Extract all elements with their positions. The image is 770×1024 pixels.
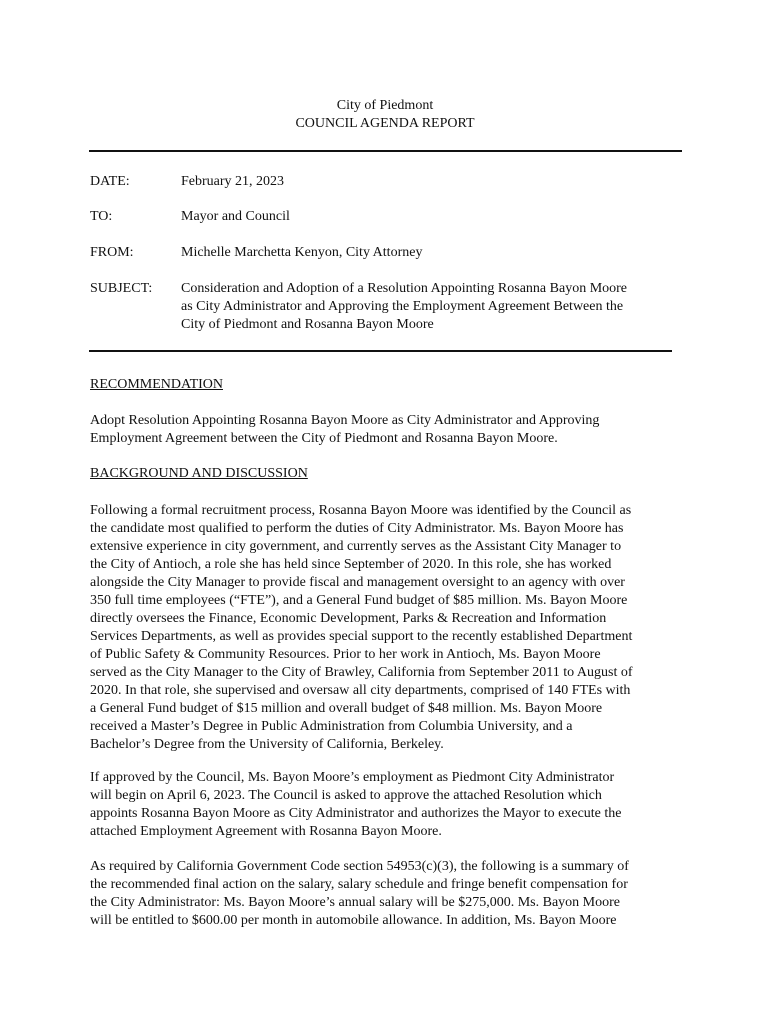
header-divider-bottom (89, 350, 672, 352)
subject-line: as City Administrator and Approving the Employment Agreement Between the (181, 299, 624, 314)
paragraph-line: appoints Rosanna Bayon Moore as City Administrator and authorizes the Mayor to execute the (90, 806, 622, 821)
subject-value (181, 280, 681, 334)
to-value: Mayor and Council (181, 209, 290, 224)
paragraph-line: extensive experience in city government, and currently serves as the Assistant City Manager to (90, 539, 622, 554)
date-label: DATE: (90, 174, 130, 189)
paragraph-line: Employment Agreement between the City of Piedmont and Rosanna Bayon Moore. (90, 431, 558, 446)
paragraph-line: directly oversees the Finance, Economic Development, Parks & Recreation and Information (90, 611, 607, 626)
paragraph-line: will be entitled to $600.00 per month in automobile allowance. In addition, Ms. Bayon Moore (90, 913, 617, 928)
from-value: Michelle Marchetta Kenyon, City Attorney (181, 245, 423, 260)
to-label: TO: (90, 209, 113, 224)
report-header (0, 97, 770, 133)
subject-line: Consideration and Adoption of a Resolution Appointing Rosanna Bayon Moore (181, 281, 628, 296)
paragraph-line: 350 full time employees (“FTE”), and a General Fund budget of $85 million. Ms. Bayon Moore (90, 593, 628, 608)
report-title: COUNCIL AGENDA REPORT (295, 116, 475, 131)
paragraph-line: the City of Antioch, a role she has held since September of 2020. In this role, she has worked (90, 557, 612, 572)
paragraph-line: a General Fund budget of $15 million and overall budget of $48 million. Ms. Bayon Moore (90, 701, 603, 716)
paragraph-line: the City Administrator: Ms. Bayon Moore’s annual salary will be $275,000. Ms. Bayon Moore (90, 895, 621, 910)
date-value: February 21, 2023 (181, 174, 285, 189)
paragraph-line: Following a formal recruitment process, Rosanna Bayon Moore was identified by the Council as (90, 503, 632, 518)
paragraph-line: Bachelor’s Degree from the University of California, Berkeley. (90, 737, 444, 752)
paragraph-line: Adopt Resolution Appointing Rosanna Bayon Moore as City Administrator and Approving (90, 413, 600, 428)
paragraph-line: will begin on April 6, 2023. The Council is asked to approve the attached Resolution which (90, 788, 602, 803)
paragraph-line: the recommended final action on the salary, salary schedule and fringe benefit compensation for (90, 877, 628, 892)
background-heading: BACKGROUND AND DISCUSSION (90, 466, 308, 481)
subject-label: SUBJECT: (90, 281, 153, 296)
background-paragraph-2 (90, 769, 690, 841)
paragraph-line: of Public Safety & Community Resources. Prior to her work in Antioch, Ms. Bayon Moore (90, 647, 601, 662)
recommendation-paragraph (90, 412, 690, 448)
city-name: City of Piedmont (336, 98, 434, 113)
paragraph-line: 2020. In that role, she supervised and oversaw all city departments, comprised of 140 FTEs with (90, 683, 631, 698)
background-paragraph-3 (90, 858, 690, 930)
paragraph-line: attached Employment Agreement with Rosanna Bayon Moore. (90, 824, 442, 839)
paragraph-line: the candidate most qualified to perform the duties of City Administrator. Ms. Bayon Moore has (90, 521, 624, 536)
paragraph-line: Services Departments, as well as provides special support to the recently established Department (90, 629, 633, 644)
subject-line: City of Piedmont and Rosanna Bayon Moore (181, 317, 434, 332)
from-label: FROM: (90, 245, 134, 260)
paragraph-line: received a Master’s Degree in Public Administration from Columbia University, and a (90, 719, 573, 734)
background-paragraph-1 (90, 502, 690, 754)
paragraph-line: If approved by the Council, Ms. Bayon Moore’s employment as Piedmont City Administrator (90, 770, 615, 785)
recommendation-heading: RECOMMENDATION (90, 377, 223, 392)
header-divider-top (89, 150, 682, 152)
paragraph-line: As required by California Government Code section 54953(c)(3), the following is a summary of (90, 859, 629, 874)
paragraph-line: served as the City Manager to the City of Brawley, California from September 2011 to August of (90, 665, 633, 680)
paragraph-line: alongside the City Manager to provide fiscal and management oversight to an agency with over (90, 575, 625, 590)
